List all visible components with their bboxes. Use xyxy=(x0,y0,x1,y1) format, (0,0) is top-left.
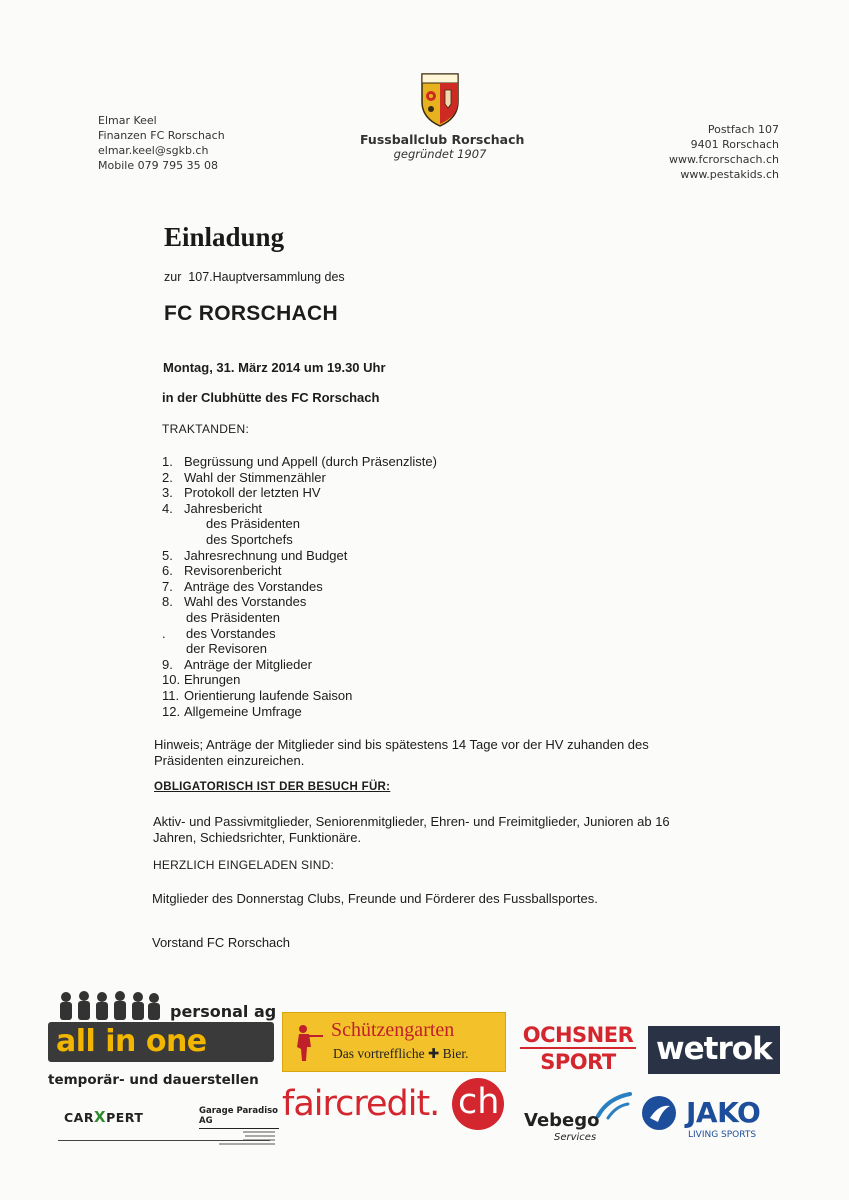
garage-name: Garage Paradiso AG xyxy=(199,1106,279,1126)
address-postbox: Postfach 107 xyxy=(707,123,779,136)
sponsor-jako xyxy=(642,1094,782,1144)
agenda-heading: TRAKTANDEN: xyxy=(162,422,250,436)
agenda-item-number: 7. xyxy=(162,578,173,594)
agenda-item-number: 12. xyxy=(162,703,181,719)
agenda-item-text: Protokoll der letzten HV xyxy=(184,485,321,501)
agenda-item-number: 3. xyxy=(162,485,173,501)
agenda-item-number: 10. xyxy=(162,672,181,688)
club-name: Fussballclub Rorschach xyxy=(360,132,525,147)
agenda-item-number: 11. xyxy=(162,687,180,703)
allinone-tagline: temporär- und dauerstellen xyxy=(48,1072,259,1088)
club-crest-icon xyxy=(420,72,460,128)
agenda-item-text: Begrüssung und Appell (durch Präsenzliste) xyxy=(184,454,437,469)
wetrok-text: wetrok xyxy=(656,1031,772,1067)
agenda-item-text: Wahl des Vorstandes xyxy=(184,594,307,610)
address-block xyxy=(669,122,779,182)
agenda-item-text: Anträge der Mitglieder xyxy=(184,656,312,672)
garage-fineprint-icon xyxy=(199,1130,277,1148)
sender-mobile: Mobile 079 795 35 08 xyxy=(98,159,219,172)
agenda-item-text: des Sportchefs xyxy=(206,531,293,547)
agenda-item-text: Ehrungen xyxy=(184,672,241,688)
sponsor-garage xyxy=(199,1106,279,1149)
address-web1[interactable]: www.fcrorschach.ch xyxy=(669,153,779,166)
agenda-item-text: Allgemeine Umfrage xyxy=(184,703,302,719)
allinone-logo: all in one xyxy=(56,1024,207,1059)
carxpert-post: PERT xyxy=(106,1110,144,1125)
letter-subtitle: zur 107.Hauptversammlung des xyxy=(164,270,345,284)
agenda-item-text: Orientierung laufende Saison xyxy=(184,687,353,703)
agenda-item-text: Wahl der Stimmenzähler xyxy=(184,469,326,485)
carxpert-x: X xyxy=(93,1108,107,1126)
marksman-icon xyxy=(291,1023,323,1063)
ochsner-line2: SPORT xyxy=(540,1050,616,1074)
meeting-date: Montag, 31. März 2014 um 19.30 Uhr xyxy=(163,360,386,375)
obligatory-text: Aktiv- und Passivmitglieder, Seniorenmitglieder, Ehren- und Freimitglieder, Junioren ab 16 Jahren, Schiedsrichter, Funktionäre. xyxy=(153,814,670,845)
club-founded: gegründet 1907 xyxy=(393,147,487,161)
agenda-item-text: des Präsidenten xyxy=(186,609,280,625)
sponsor-ochsner xyxy=(514,1024,642,1074)
agenda-item-text: der Revisoren xyxy=(186,641,267,657)
address-city: 9401 Rorschach xyxy=(690,138,779,151)
meeting-place: in der Clubhütte des FC Rorschach xyxy=(162,390,380,405)
sender-email: elmar.keel@sgkb.ch xyxy=(98,144,209,157)
sponsor-divider xyxy=(58,1140,270,1141)
sponsor-wetrok xyxy=(648,1026,780,1074)
agenda-item-text: Jahresrechnung und Budget xyxy=(184,547,348,563)
carxpert-pre: CAR xyxy=(64,1110,94,1125)
agenda-item-number: 2. xyxy=(162,469,173,485)
people-silhouette-icon xyxy=(54,990,164,1020)
vebego-swoosh-icon xyxy=(594,1090,634,1120)
sponsor-vebego xyxy=(524,1090,634,1146)
sponsor-schuetzengarten xyxy=(282,1012,506,1072)
sender-name: Elmar Keel xyxy=(98,114,157,127)
sender-block xyxy=(98,113,225,173)
sponsor-carxpert xyxy=(64,1108,143,1126)
note-text: Hinweis; Anträge der Mitglieder sind bis spätestens 14 Tage vor der HV zuhanden des Präsidenten einzureichen. xyxy=(154,737,649,768)
vebego-sub: Services xyxy=(554,1132,597,1143)
sponsor-faircredit xyxy=(282,1078,502,1138)
sender-role: Finanzen FC Rorschach xyxy=(98,129,225,142)
garage-fineprint xyxy=(199,1128,279,1149)
agenda-item-number: 8. xyxy=(162,594,173,610)
agenda-item-number: . xyxy=(162,625,166,641)
ochsner-rule xyxy=(520,1047,636,1049)
invited-text: Mitglieder des Donnerstag Clubs, Freunde und Förderer des Fussballsportes. xyxy=(152,891,598,906)
faircredit-ch-badge xyxy=(452,1078,504,1130)
faircredit-tld: ch xyxy=(458,1082,500,1122)
ochsner-line1: OCHSNER xyxy=(522,1023,634,1047)
signature: Vorstand FC Rorschach xyxy=(152,935,291,950)
address-web2[interactable]: www.pestakids.ch xyxy=(680,168,779,181)
obligatory-heading: OBLIGATORISCH IST DER BESUCH FÜR: xyxy=(154,781,391,793)
allinone-personal: personal ag xyxy=(170,1002,277,1021)
agenda-item-number: 1. xyxy=(162,454,173,469)
agenda-item-text: des Vorstandes xyxy=(186,625,276,641)
allinone-logo-box xyxy=(48,1022,274,1062)
agenda-item-text: des Präsidenten xyxy=(206,516,300,532)
letter-title: Einladung xyxy=(164,222,285,252)
agenda-item-text: Jahresbericht xyxy=(184,500,263,516)
vebego-name: Vebego xyxy=(524,1110,600,1131)
club-heading: FC RORSCHACH xyxy=(164,302,338,325)
faircredit-text: faircredit. xyxy=(282,1084,440,1124)
agenda-item-text: Anträge des Vorstandes xyxy=(184,578,323,594)
agenda-item-number: 9. xyxy=(162,656,173,672)
agenda-item-number: 5. xyxy=(162,547,173,563)
agenda-item-text: Revisorenbericht xyxy=(184,563,282,579)
jako-name: JAKO xyxy=(686,1096,761,1129)
schuetzengarten-tagline: Das vortreffliche ✚ Bier. xyxy=(333,1046,469,1061)
agenda-item-number: 6. xyxy=(162,563,173,579)
jako-sub: LIVING SPORTS xyxy=(688,1130,757,1140)
invited-heading: HERZLICH EINGELADEN SIND: xyxy=(153,858,335,872)
schuetzengarten-name: Schützengarten xyxy=(331,1019,455,1041)
club-header xyxy=(360,72,525,161)
agenda-item-number: 4. xyxy=(162,500,173,516)
jako-logo-icon xyxy=(642,1096,676,1130)
